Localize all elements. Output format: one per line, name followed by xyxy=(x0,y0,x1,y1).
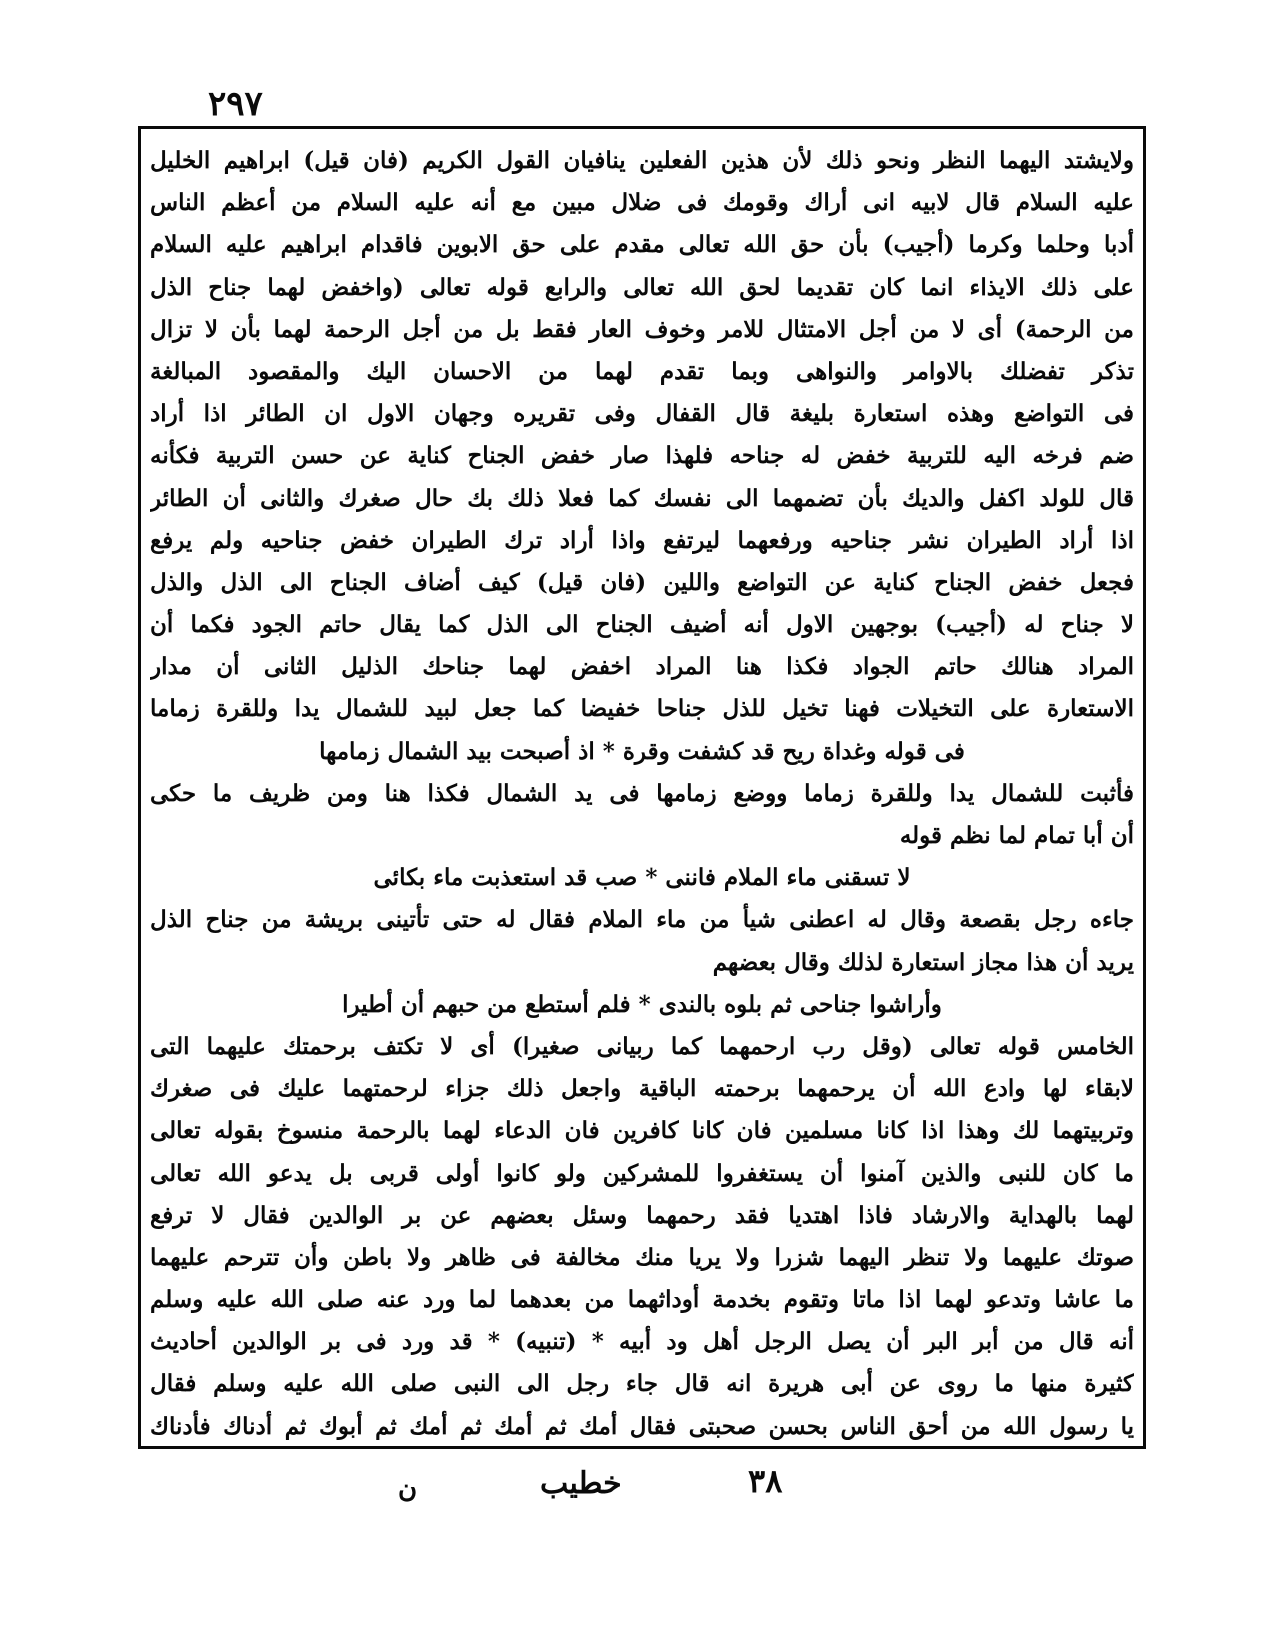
text-line: أنه قال من أبر البر أن يصل الرجل أهل ود أبيه * (تنبيه) * قد ورد فى بر الوالدين أحاديث xyxy=(150,1328,1134,1356)
text-line: صوتك عليهما ولا تنظر اليهما شزرا ولا يريا منك مخالفة فى ظاهر ولا باطن وأن تترحم عليهما xyxy=(150,1243,1134,1271)
page-number: ٢٩٧ xyxy=(208,84,263,124)
main-text xyxy=(150,140,1134,1448)
text-line: قال للولد اكفل والديك بأن تضمهما الى نفسك كما فعلا ذلك بك حال صغرك والثانى أن الطائر xyxy=(150,484,1134,512)
signature-word: خطيب xyxy=(540,1466,622,1501)
text-line: المراد هنالك حاتم الجواد فكذا هنا المراد اخفض لهما جناحك الذليل الثانى أن مدار xyxy=(150,653,1134,681)
verse-line: لا تسقنى ماء الملام فاننى * صب قد استعذبت ماء بكائى xyxy=(373,864,911,892)
text-line: من الرحمة) أى لا من أجل الامتثال للامر وخوف العار فقط بل من أجل الرحمة لهما بأن لا تزال xyxy=(150,315,1134,343)
text-line: يا رسول الله من أحق الناس بحسن صحبتى فقال أمك ثم أمك ثم أمك ثم أبوك ثم أدناك فأدناك xyxy=(150,1412,1134,1440)
text-line: على ذلك الايذاء انما كان تقديما لحق الله تعالى والرابع قوله تعالى (واخفض لهما جناح الذل xyxy=(150,273,1134,301)
text-line: وتربيتهما لك وهذا اذا كانا مسلمين فان كانا كافرين فان الدعاء لهما بالرحمة منسوخ بقوله تعالى xyxy=(150,1117,1134,1145)
text-line: اذا أراد الطيران نشر جناحيه ورفعهما ليرتفع واذا أراد ترك الطيران خفض جناحيه ولم يرفع xyxy=(150,526,1134,554)
text-line: لا جناح له (أجيب) بوجهين الاول أنه أضيف الجناح الى الذل كما يقال حاتم الجود فكما أن xyxy=(150,611,1134,639)
text-line: الخامس قوله تعالى (وقل رب ارحمهما كما ربيانى صغيرا) أى لا تكتف برحمتك عليهما التى xyxy=(150,1032,1134,1060)
text-line: فجعل خفض الجناح كناية عن التواضع واللين (فان قيل) كيف أضاف الجناح الى الذل والذل xyxy=(150,568,1134,596)
text-line: عليه السلام قال لابيه انى أراك وقومك فى ضلال مبين مع أنه عليه السلام من أعظم الناس xyxy=(150,189,1134,217)
text-line: لهما بالهداية والارشاد فاذا اهتديا فقد رحمهما وسئل بعضهم عن بر الوالدين فقال لا ترفع xyxy=(150,1201,1134,1229)
text-line: فى التواضع وهذه استعارة بليغة قال القفال وفى تقريره وجهان الاول ان الطائر اذا أراد xyxy=(150,400,1134,428)
text-line: يريد أن هذا مجاز استعارة لذلك وقال بعضهم xyxy=(712,948,1134,976)
signature-number: ٣٨ xyxy=(748,1462,783,1500)
signature-word-small: ن xyxy=(398,1474,418,1504)
text-line: ضم فرخه اليه للتربية خفض له جناحه فلهذا صار خفض الجناح كناية عن حسن التربية فكأنه xyxy=(150,442,1134,470)
text-line: تذكر تفضلك بالاوامر والنواهى وبما تقدم لهما من الاحسان اليك والمقصود المبالغة xyxy=(150,357,1134,385)
text-line: ولايشتد اليهما النظر ونحو ذلك لأن هذين الفعلين ينافيان القول الكريم (فان قيل) ابراهيم الخليل xyxy=(150,147,1134,174)
verse-line: وأراشوا جناحى ثم بلوه بالندى * فلم أستطع من حبهم أن أطيرا xyxy=(342,990,942,1018)
text-line: ما كان للنبى والذين آمنوا أن يستغفروا للمشركين ولو كانوا أولى قربى بل يدعو الله تعالى xyxy=(150,1159,1134,1187)
text-line: الاستعارة على التخيلات فهنا تخيل للذل جناحا خفيضا كما جعل لبيد للشمال يدا وللقرة زماما xyxy=(150,695,1134,723)
text-line: كثيرة منها ما روى عن أبى هريرة انه قال جاء رجل الى النبى صلى الله عليه وسلم فقال xyxy=(150,1370,1134,1398)
text-line: ما عاشا وتدعو لهما اذا ماتا وتقوم بخدمة أوداثهما من بعدهما لما ورد عنه صلى الله عليه وسلم xyxy=(150,1286,1134,1314)
text-line: أن أبا تمام لما نظم قوله xyxy=(899,822,1134,849)
text-line: أدبا وحلما وكرما (أجيب) بأن حق الله تعالى مقدم على حق الابوين فاقدام ابراهيم عليه السلام xyxy=(150,231,1134,259)
text-line: فأثبت للشمال يدا وللقرة زماما ووضع زمامها فى يد الشمال فكذا هنا ومن ظريف ما حكى xyxy=(150,779,1134,807)
text-line: جاءه رجل بقصعة وقال له اعطنى شيأ من ماء الملام فقال له حتى تأتينى بريشة من جناح الذل xyxy=(150,906,1134,934)
verse-line: فى قوله وغداة ريح قد كشفت وقرة * اذ أصبحت بيد الشمال زمامها xyxy=(319,737,965,765)
text-line: لابقاء لها وادع الله أن يرحمهما برحمته الباقية واجعل ذلك جزاء لرحمتهما عليك فى صغرك xyxy=(150,1075,1134,1103)
